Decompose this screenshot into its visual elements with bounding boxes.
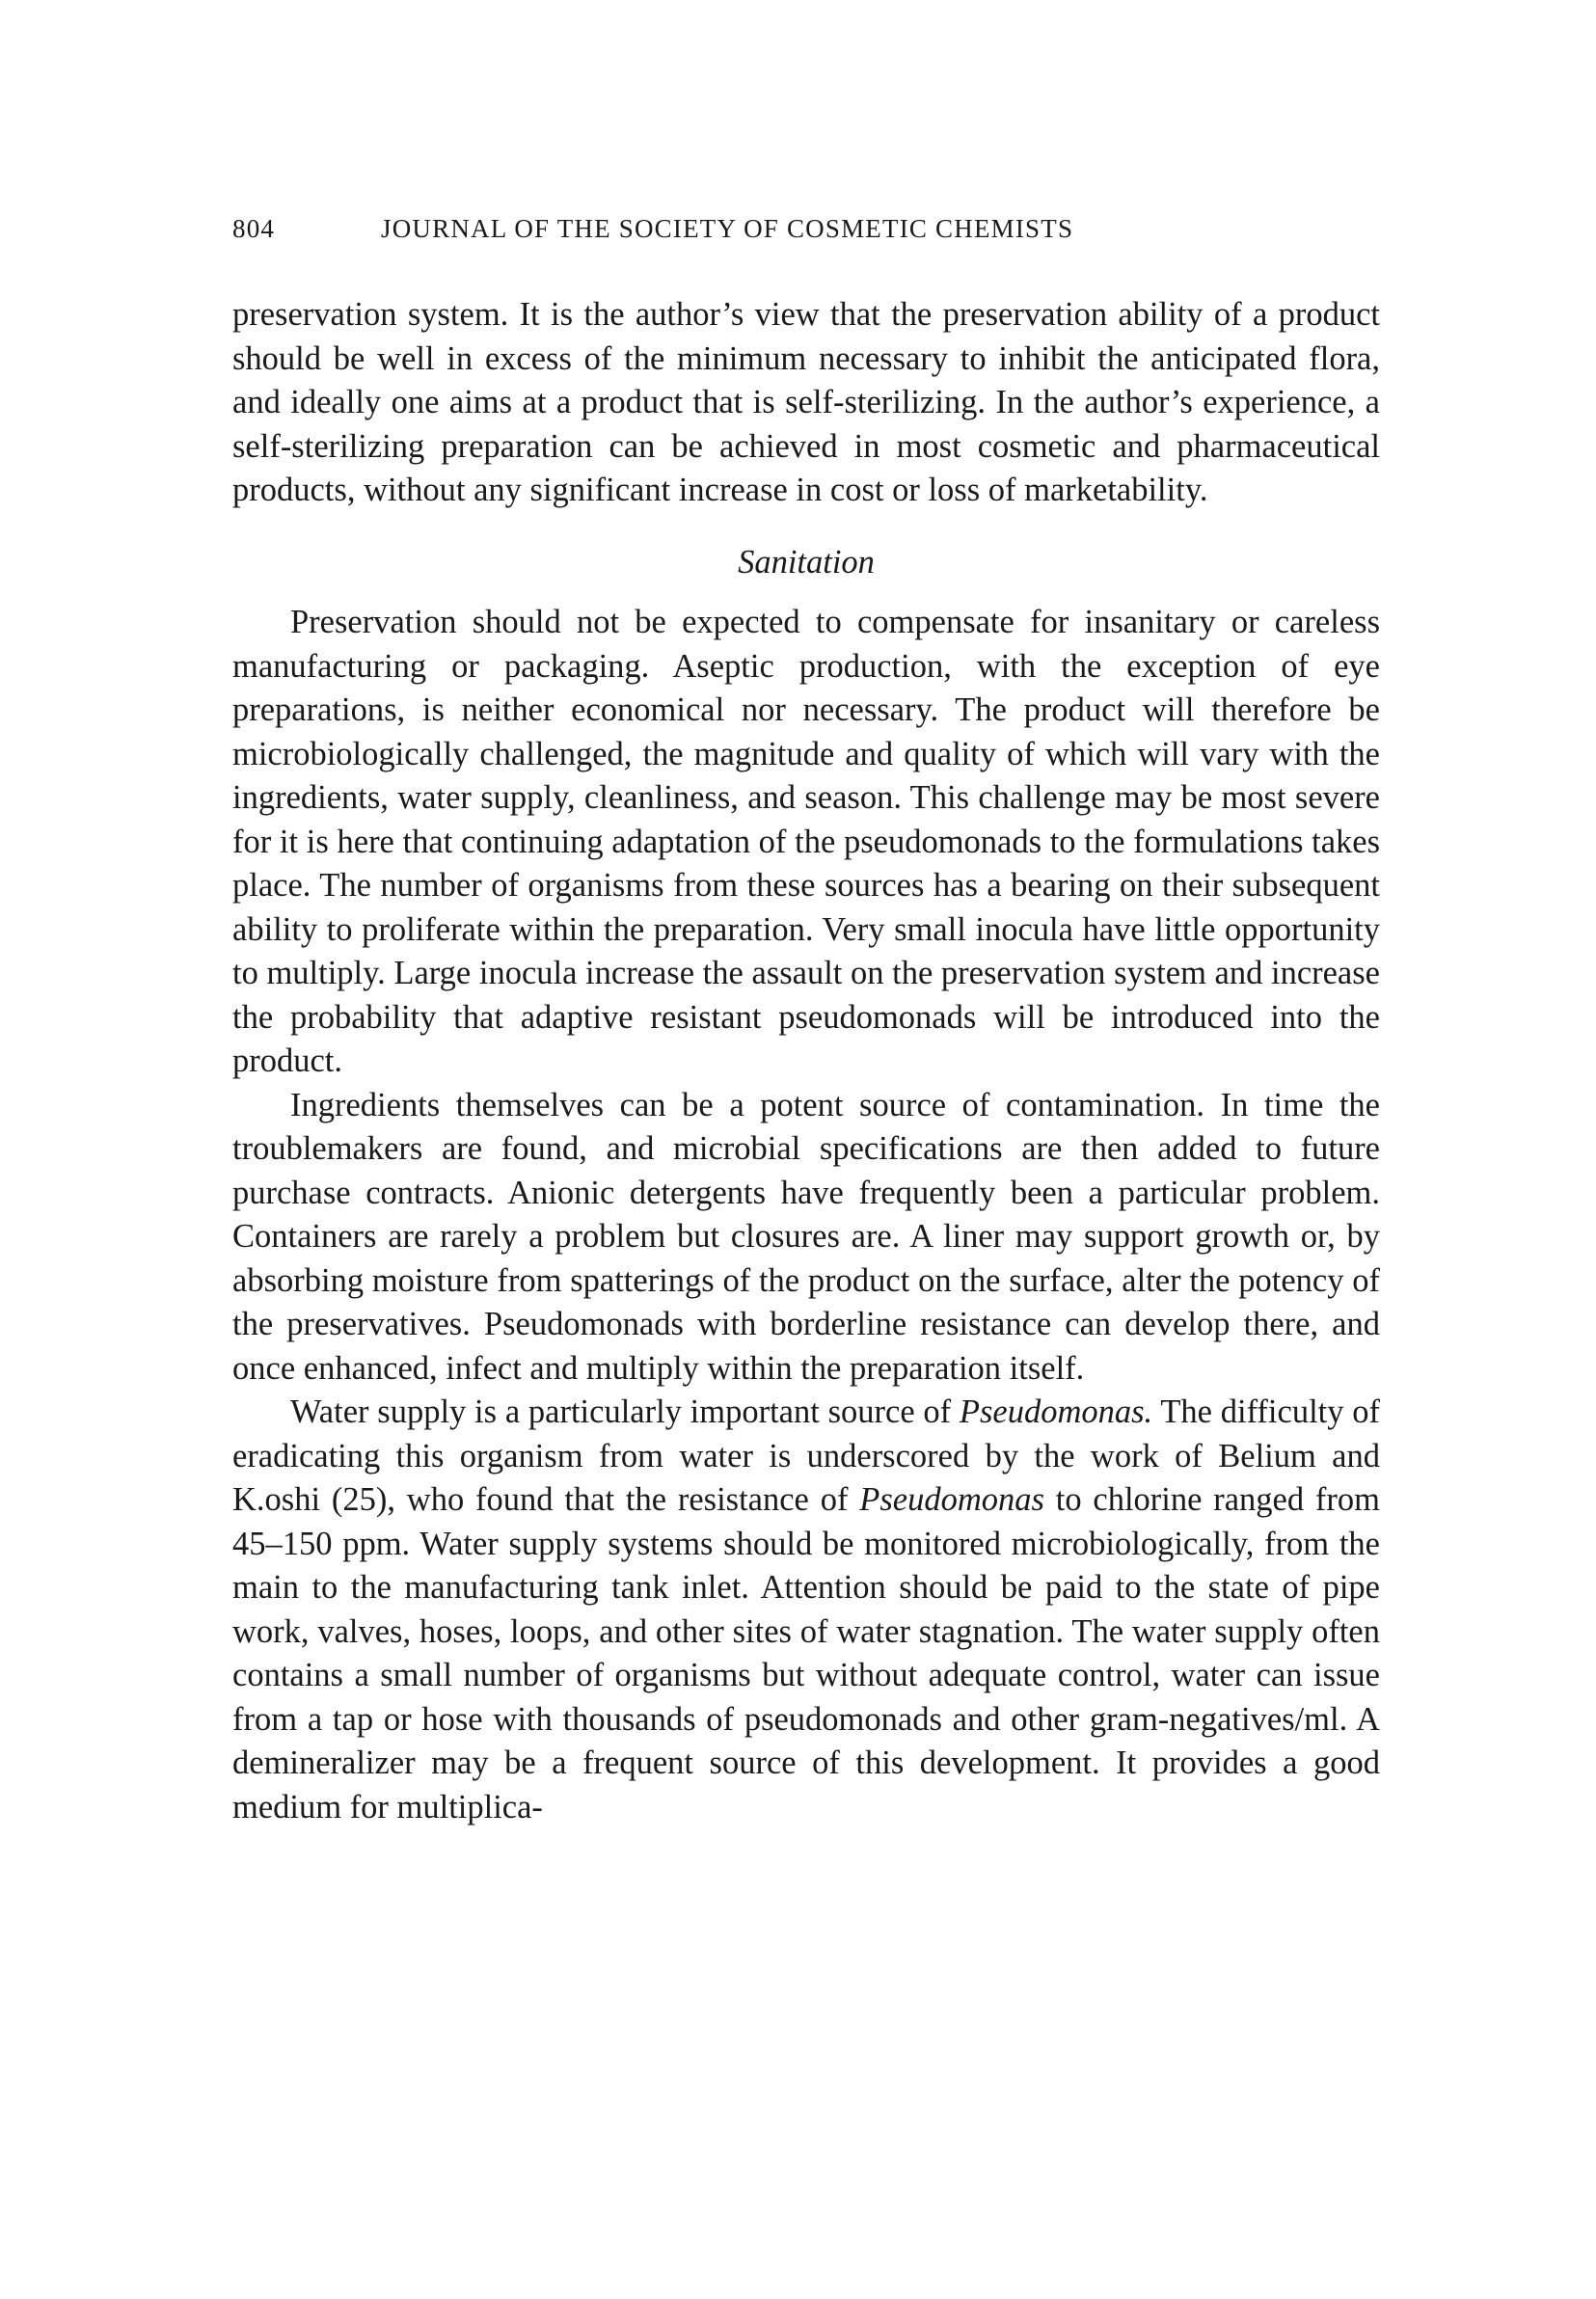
paragraph-preservation-continued: preservation system. It is the author’s view that the preservation ability of a product should be well in excess of the minimum necessary to inhibit the anticipated flora, and ideally one aims at a product that is self-sterilizing. In the author’s experience, a self-sterilizing preparation can be achieved in most cosmetic and pharmaceutical products, without any significant increase in cost or loss of marketability.	[232, 296, 1380, 508]
genus-pseudomonas: Pseudomonas	[859, 1481, 1044, 1518]
water-supply-text-3: to chlorine ranged from 45–150 ppm. Water supply systems should be monitored microbiologically, from the main to the manufacturing tank inlet. Attention should be paid to the state of pipe work, valves, hoses, loops, and other sites of water stagnation. The water supply often contains a small number of organisms but without adequate control, water can issue from a tap or hose with thousands of pseudomonads and other gram-negatives/ml. A demineralizer may be a frequent source of this development. It provides a good medium for multiplica-	[232, 1481, 1380, 1826]
paragraph-ingredients: Ingredients themselves can be a potent source of contamination. In time the troublemakers are found, and microbial specifications are then added to future purchase contracts. Anionic detergents have frequently been a particular problem. Containers are rarely a problem but closures are. A liner may support growth or, by absorbing moisture from spatterings of the product on the surface, alter the potency of the preservatives. Pseudomonads with borderline resistance can develop there, and once enhanced, infect and multiply within the preparation itself.	[232, 1086, 1380, 1387]
paragraph-sanitation: Preservation should not be expected to compensate for insanitary or careless manufacturing or packaging. Aseptic production, with the exception of eye preparations, is neither economical nor necessary. The product will therefore be microbiologically challenged, the magnitude and quality of which will vary with the ingredients, water supply, cleanliness, and season. This challenge may be most severe for it is here that continuing adaptation of the pseudomonads to the formulations takes place. The number of organisms from these sources has a bearing on their subsequent ability to proliferate within the preparation. Very small inocula have little opportunity to multiply. Large inocula increase the assault on the preservation system and increase the probability that adaptive resistant pseudomonads will be introduced into the product.	[232, 604, 1380, 1079]
paragraph-water-supply	[232, 1391, 1380, 1829]
running-head	[232, 214, 1380, 253]
journal-title: JOURNAL OF THE SOCIETY OF COSMETIC CHEMISTS	[381, 214, 1074, 243]
genus-pseudomonas: Pseudomonas.	[959, 1393, 1153, 1430]
section-heading-sanitation: Sanitation	[738, 543, 875, 581]
article-body	[232, 293, 1380, 1829]
page-number: 804	[232, 214, 276, 243]
water-supply-text-2: The difficulty of eradicating this organism from water is underscored by the work of Belium and K.oshi (25), who found that the resistance of	[232, 1393, 1380, 1518]
water-supply-text-1: Water supply is a particularly important source of	[290, 1393, 960, 1430]
